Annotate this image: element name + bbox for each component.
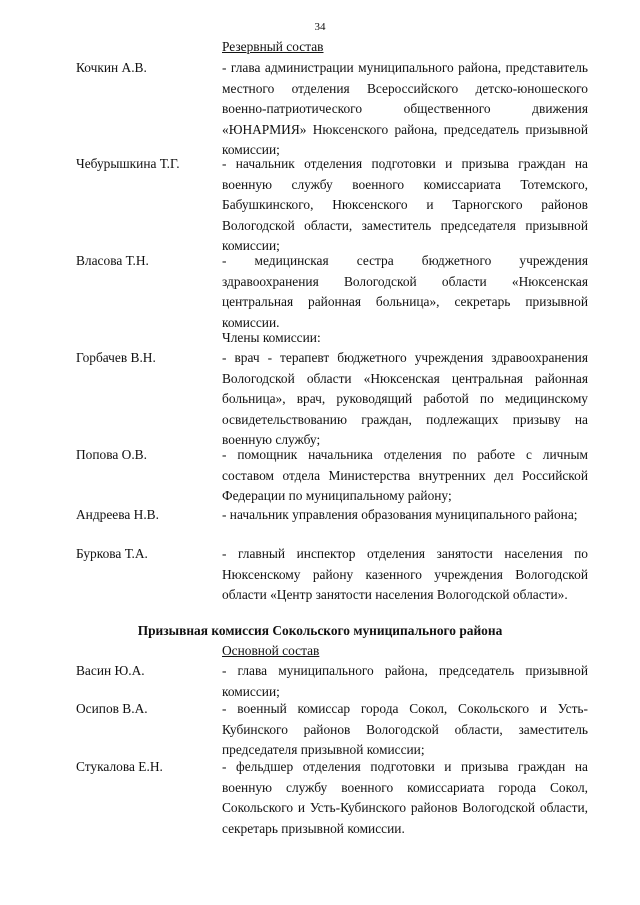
member-name: Чебурышкина Т.Г.	[76, 156, 180, 171]
member-description: - военный комиссар города Сокол, Сокольского и Усть-Кубинского районов Вологодской области, заместитель председателя призывной комиссии;	[222, 701, 588, 758]
member-name: Стукалова Е.Н.	[76, 759, 163, 774]
member-description: - главный инспектор отделения занятости населения по Нюксенскому району казенного учреждения Вологодской области «Центр занятости населения Вологодской области».	[222, 546, 588, 603]
member-description: - глава администрации муниципального района, представитель местного отделения Всероссийского детско-юношеского военно-патриотического общественного движения «ЮНАРМИЯ» Нюксенского района, председатель призывной комиссии;	[222, 60, 588, 158]
member-name: Буркова Т.А.	[76, 546, 148, 561]
member-description: - помощник начальника отделения по работе с личным составом отдела Министерства внутренних дел Российской Федерации по муниципальному району;	[222, 447, 588, 504]
main-heading: Основной состав	[222, 643, 320, 658]
member-name: Попова О.В.	[76, 447, 147, 462]
member-name: Андреева Н.В.	[76, 507, 159, 522]
section-title: Призывная комиссия Сокольского муниципального района	[137, 623, 503, 638]
member-description: - начальник отделения подготовки и призыва граждан на военную службу военного комиссариата Тотемского, Бабушкинского, Нюксенского и Тарногского районов Вологодской области, заместитель председателя призывной комиссии;	[222, 156, 588, 254]
members-heading: Члены комиссии:	[222, 330, 321, 345]
reserve-heading: Резервный состав	[222, 39, 324, 54]
member-description: - фельдшер отделения подготовки и призыва граждан на военную службу военного комиссариата города Сокол, Сокольского и Усть-Кубинского районов Вологодской области, секретарь призывной комиссии.	[222, 759, 588, 836]
member-name: Кочкин А.В.	[76, 60, 147, 75]
member-name: Горбачев В.Н.	[76, 350, 156, 365]
member-description: - начальник управления образования муниципального района;	[222, 507, 578, 522]
member-description: - медицинская сестра бюджетного учреждения здравоохранения Вологодской области «Нюксенская центральная районная больница», секретарь призывной комиссии.	[222, 253, 588, 330]
member-description: - глава муниципального района, председатель призывной комиссии;	[222, 663, 588, 699]
member-name: Васин Ю.А.	[76, 663, 145, 678]
member-name: Осипов В.А.	[76, 701, 148, 716]
member-name: Власова Т.Н.	[76, 253, 149, 268]
page-number: 34	[314, 21, 326, 33]
member-description: - врач - терапевт бюджетного учреждения здравоохранения Вологодской области «Нюксенская центральная районная больница», врач, руководящий работой по медицинскому освидетельствованию граждан, подлежащих призыву на военную службу;	[222, 350, 588, 448]
